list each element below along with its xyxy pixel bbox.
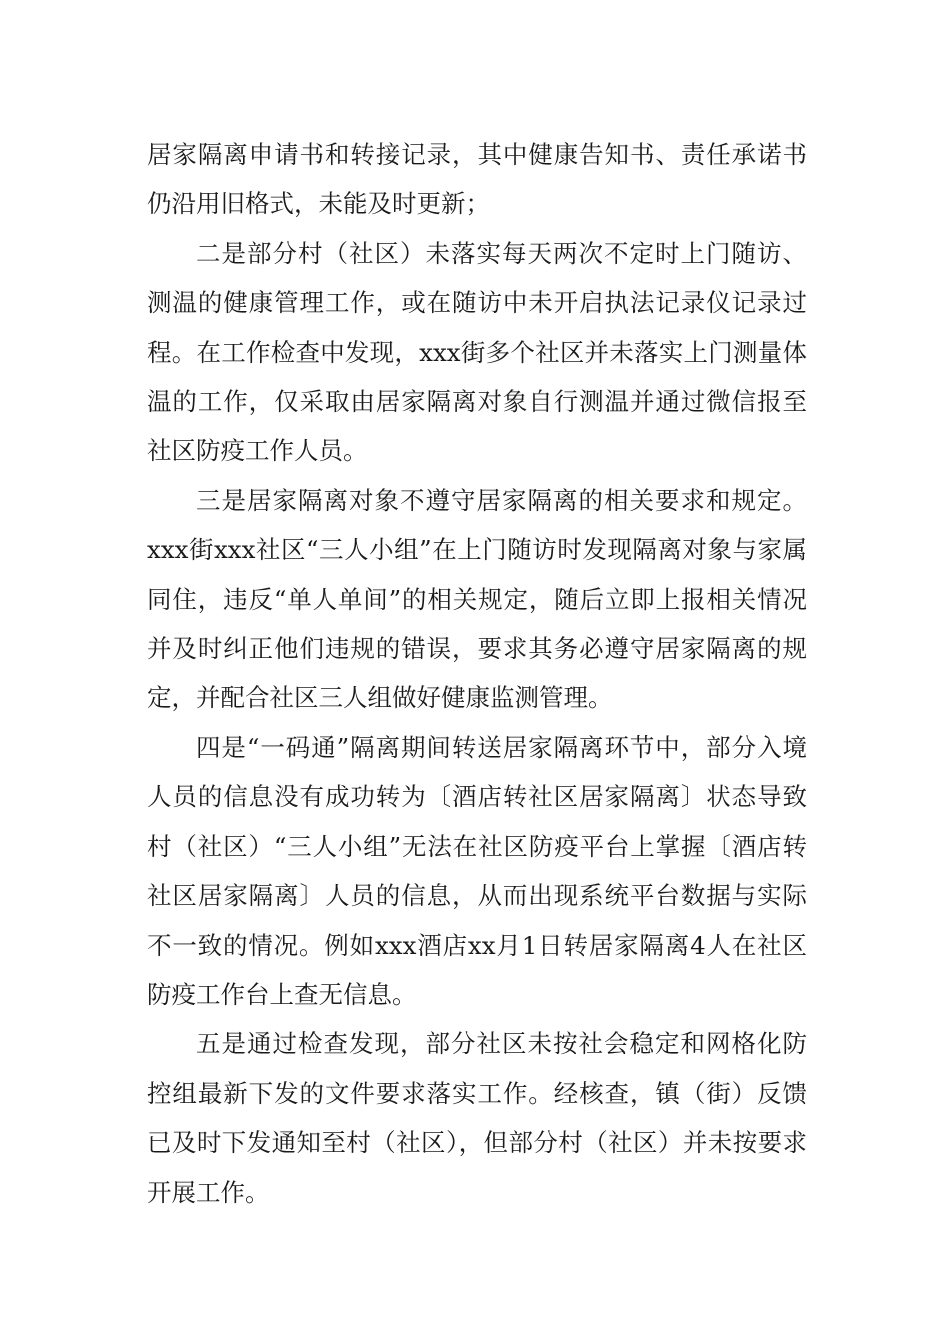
paragraph-point-four: 四是“一码通”隔离期间转送居家隔离环节中，部分入境人员的信息没有成功转为〔酒店转社区居家隔离〕状态导致村（社区）“三人小组”无法在社区防疫平台上掌握〔酒店转社区居家隔离〕人员的信息，从而出现系统平台数据与实际不一致的情况。例如xxx酒店xx月1日转居家隔离4人在社区防疫工作台上查无信息。 [147,732,807,1009]
paragraph-point-five: 五是通过检查发现，部分社区未按社会稳定和网格化防控组最新下发的文件要求落实工作。经核查，镇（街）反馈已及时下发通知至村（社区），但部分村（社区）并未按要求开展工作。 [147,1029,807,1207]
paragraph-continuation: 居家隔离申请书和转接记录，其中健康告知书、责任承诺书仍沿用旧格式，未能及时更新； [147,140,807,219]
paragraph-point-two: 二是部分村（社区）未落实每天两次不定时上门随访、测温的健康管理工作，或在随访中未开启执法记录仪记录过程。在工作检查中发现，xxx街多个社区并未落实上门测量体温的工作，仅采取由居家隔离对象自行测温并通过微信报至社区防疫工作人员。 [147,238,807,466]
document-body [147,130,807,1217]
paragraph-point-three: 三是居家隔离对象不遵守居家隔离的相关要求和规定。xxx街xxx社区“三人小组”在上门随访时发现隔离对象与家属同住，违反“单人单间”的相关规定，随后立即上报相关情况并及时纠正他们违规的错误，要求其务必遵守居家隔离的规定，并配合社区三人组做好健康监测管理。 [147,485,807,713]
